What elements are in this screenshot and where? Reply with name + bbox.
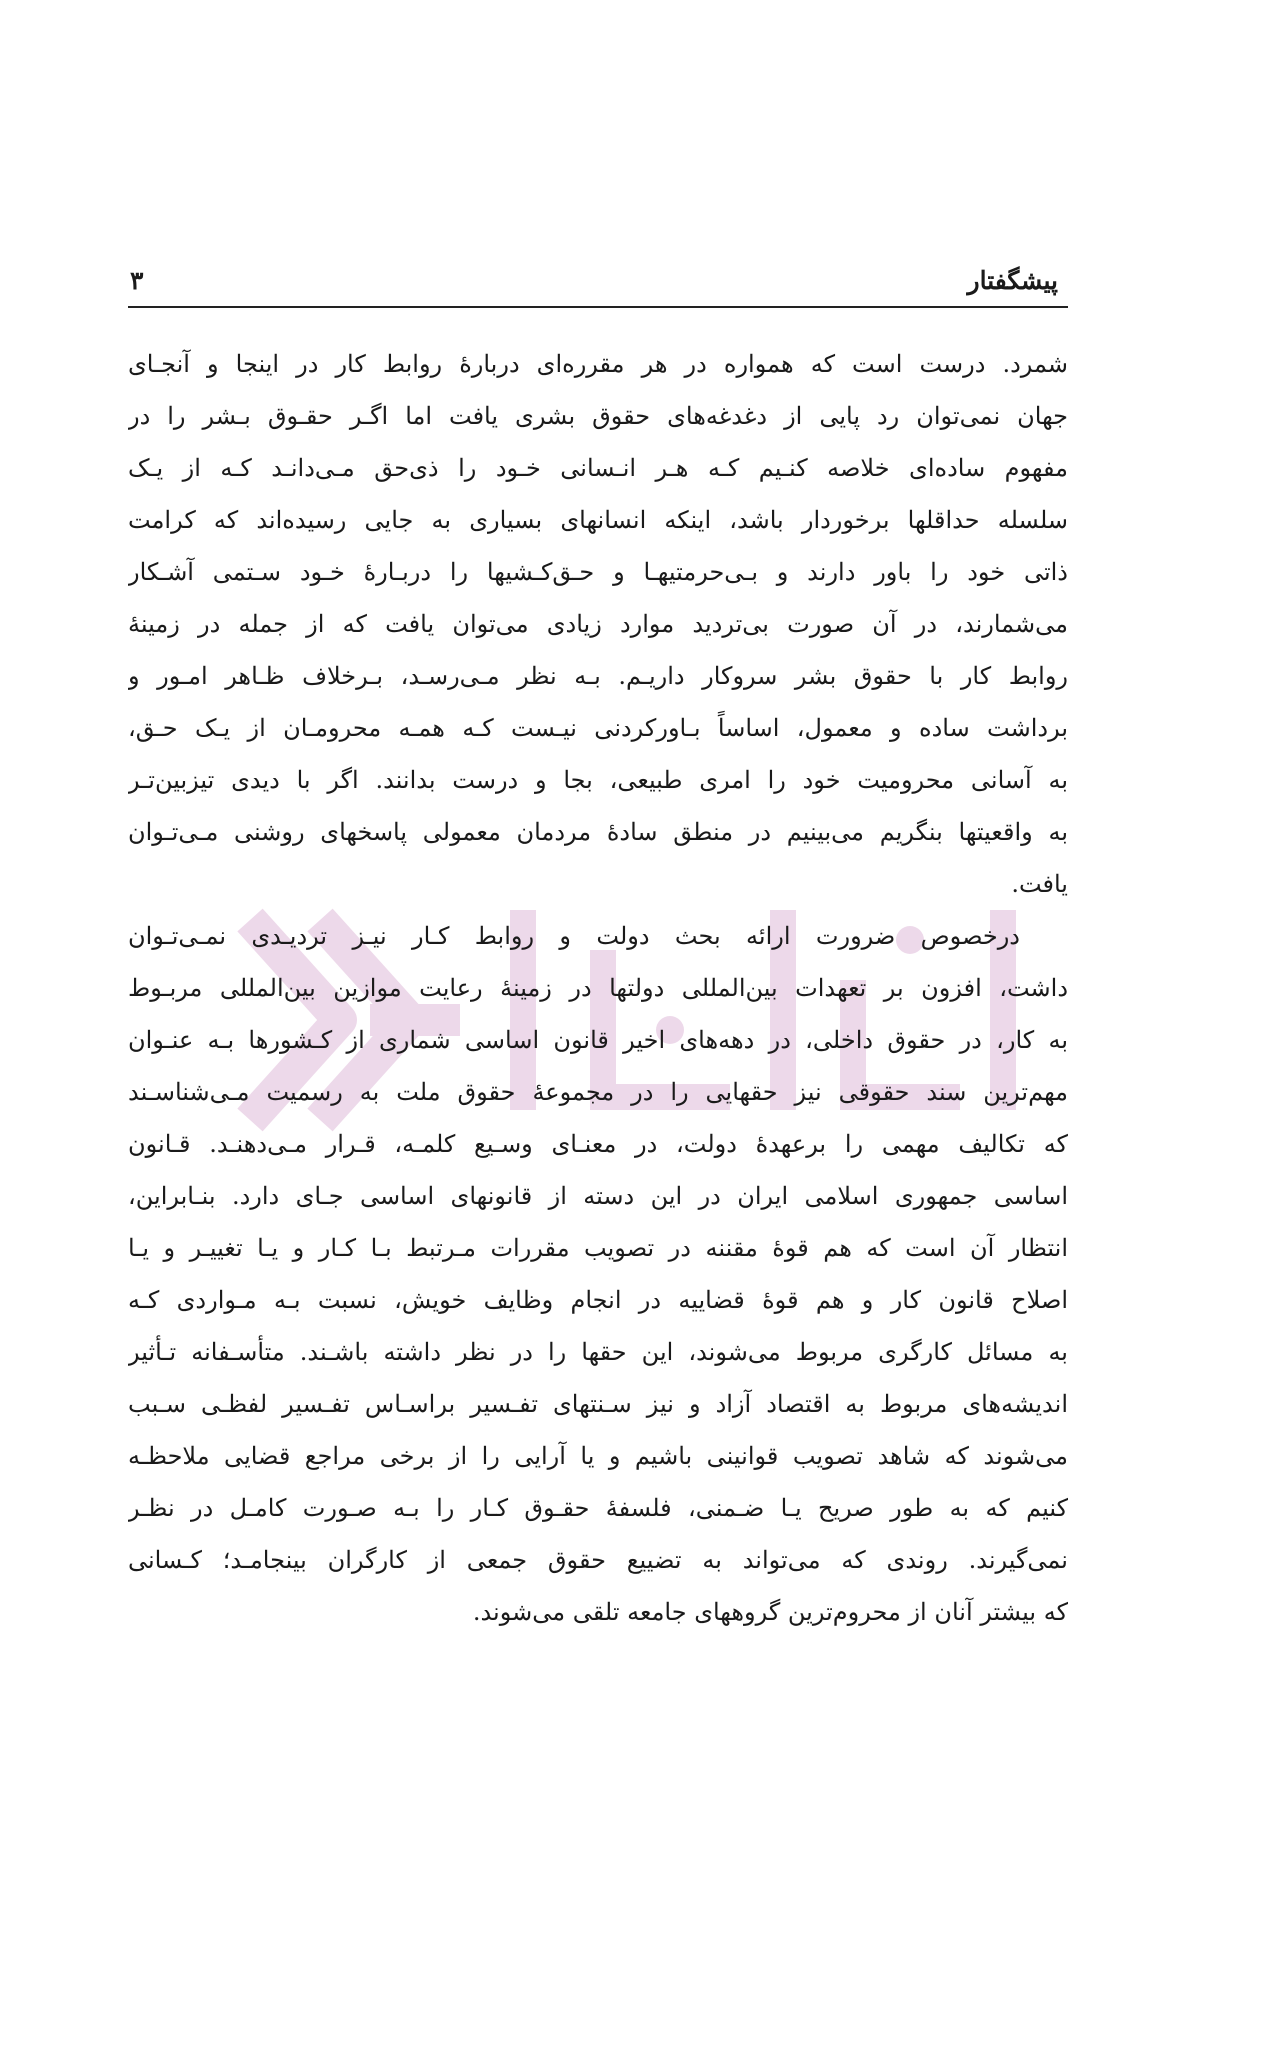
text-line: کنیم که به طور صریح یـا ضـمنی، فلسفهٔ حقـوق کـار را بـه صـورت کامـل در نظـر — [128, 1494, 1068, 1522]
text-line: به کار، در حقوق داخلی، در دهه‌های اخیر قانون اساسی شماری از کـشورها بـه عنـوان — [128, 1026, 1068, 1054]
text-line: نمی‌گیرند. روندی که می‌تواند به تضییع حقوق جمعی از کارگران بینجامـد؛ کـسانی — [128, 1546, 1068, 1574]
text-line: مفهوم ساده‌ای خلاصه کنـیم کـه هـر انـسانی خـود را ذی‌حق مـی‌دانـد کـه از یـک — [128, 454, 1068, 482]
text-line: اندیشه‌های مربوط به اقتصاد آزاد و نیز سـنتهای تفـسیر براسـاس تفـسیر لفظـی سـبب — [128, 1390, 1068, 1418]
text-line: اصلاح قانون کار و هم قوهٔ قضاییه در انجام وظایف خویش، نسبت بـه مـواردی کـه — [128, 1286, 1068, 1314]
text-line: جهان نمی‌توان رد پایی از دغدغه‌های حقوق بشری یافت اما اگـر حقـوق بـشر را در — [128, 402, 1068, 430]
text-line: مهم‌ترین سند حقوقی نیز حقهایی را در مجموعهٔ حقوق ملت به رسمیت مـی‌شناسـند — [128, 1078, 1068, 1106]
text-line: که بیشتر آنان از محروم‌ترین گروههای جامعه تلقی می‌شوند. — [472, 1598, 1068, 1626]
text-line: به آسانی محرومیت خود را امری طبیعی، بجا و درست بدانند. اگر با دیدی تیزبین‌تـر — [128, 766, 1068, 794]
text-line: سلسله حداقلها برخوردار باشد، اینکه انسانهای بسیاری به جایی رسیده‌اند که کرامت — [128, 506, 1068, 534]
text-line: ذاتی خود را باور دارند و بـی‌حرمتیهـا و حـق‌کـشیها را دربـارهٔ خـود سـتمی آشـکار — [128, 558, 1068, 586]
text-line: شمرد. درست است که همواره در هر مقرره‌ای دربارهٔ روابط کار در اینجا و آنجـای — [128, 350, 1068, 378]
text-line: برداشت ساده و معمول، اساساً بـاورکردنی نیـست کـه همـه محرومـان از یـک حـق، — [128, 714, 1068, 742]
text-line: اساسی جمهوری اسلامی ایران در این دسته از قانونهای اساسی جـای دارد. بنـابراین، — [128, 1182, 1068, 1210]
paragraph-2 — [128, 910, 1068, 1638]
text-line: می‌شوند که شاهد تصویب قوانینی باشیم و یا آرایی را از برخی مراجع قضایی ملاحظـه — [128, 1442, 1068, 1470]
body-text — [128, 338, 1068, 1638]
text-line: انتظار آن است که هم قوهٔ مقننه در تصویب مقررات مـرتبط بـا کـار و یـا تغییـر و یـا — [128, 1234, 1068, 1262]
page-number: ۳ — [130, 266, 144, 295]
running-title: پیشگفتار — [967, 266, 1058, 295]
text-line: یافت. — [1011, 870, 1068, 898]
paragraph-1 — [128, 338, 1068, 910]
text-line: که تکالیف مهمی را برعهدهٔ دولت، در معنـای وسـیع کلمـه، قـرار مـی‌دهنـد. قـانون — [128, 1130, 1068, 1158]
text-line: داشت، افزون بر تعهدات بین‌المللی دولتها در زمینهٔ رعایت موازین بین‌المللی مربـوط — [128, 974, 1068, 1002]
text-line: به واقعیتها بنگریم می‌بینیم در منطق سادهٔ مردمان معمولی پاسخهای روشنی مـی‌تـوان — [128, 818, 1068, 846]
text-line: به مسائل کارگری مربوط می‌شوند، این حقها را در نظر داشته باشـند. متأسـفانه تـأثیر — [128, 1338, 1068, 1366]
text-line: درخصوص ضرورت ارائه بحث دولت و روابط کـار نیـز تردیـدی نمـی‌تـوان — [128, 922, 1020, 950]
text-line: روابط کار با حقوق بشر سروکار داریـم. بـه نظر مـی‌رسـد، بـرخلاف ظـاهر امـور و — [128, 662, 1068, 690]
page-header — [128, 262, 1068, 308]
text-line: می‌شمارند، در آن صورت بی‌تردید موارد زیادی می‌توان یافت که از جمله در زمینهٔ — [128, 610, 1068, 638]
